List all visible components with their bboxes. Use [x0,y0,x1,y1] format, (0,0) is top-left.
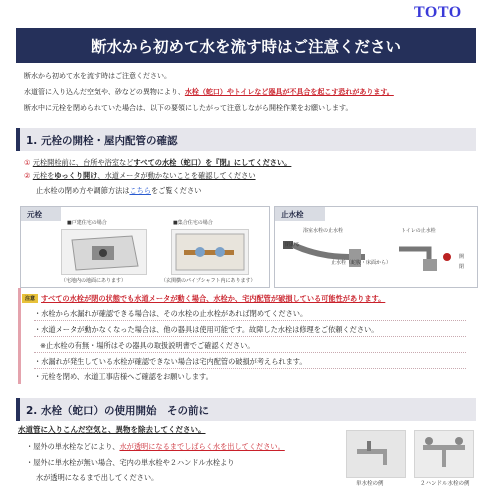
main-valve-panel [20,206,270,288]
house-label: ■戸建住宅の場合 [67,220,107,226]
warning-subnote: ※止水栓の有無・場所はその器具の取扱説明書でご確認ください。 [40,341,255,350]
divider [34,320,466,321]
valve-guide-line [36,186,201,195]
step-2-text-pre: 元栓を [32,171,55,180]
section-2-note: 水道管に入りこんだ空気と、異物を除去してください。 [18,425,206,434]
warning-headline: すべての水栓が閉の状態でも水道メータが動く場合、水栓か、宅内配管が破損している可能性があります。 [41,294,386,303]
section-2-title: 2. 水栓（蛇口）の使用開始 その前に [26,405,209,417]
toilet-valve-label: トイレの止水栓 [401,228,436,234]
warning-item: ・元栓を閉め、水道工事店様へご確認をお願いします。 [34,372,213,381]
section-1-header [16,128,476,151]
divider [34,352,466,353]
valve-guide-text-post: をご覧ください [151,186,202,195]
warning-item: ・水道メータが動かなくなった場合は、他の器具は使用可能です。故障した水栓は修理をご依頼ください。 [34,325,379,334]
warning-headline-row [22,294,472,304]
intro-line-2-text: 水道管に入り込んだ空気や、砂などの異物により、 [24,88,185,96]
step-1-emphasis: すべての水栓（蛇口）を『閉』にしてください。 [133,158,292,167]
section-1-title: 1. 元栓の開栓・屋内配管の確認 [26,135,178,147]
section-2-bullet-2: ・屋外に単水栓が無い場合、宅内の単水栓や２ハンドル水栓より [26,458,235,467]
open-label: 開 [459,254,465,260]
apartment-label: ■集合住宅の場合 [173,220,213,226]
intro-line-2 [24,88,394,97]
bullet-1-emphasis: 水が透明になるまでしばらく水を出してください。 [119,442,285,451]
intro-line-3: 断水中に元栓を閉められていた場合は、以下の要領にしたがって注意しながら開栓作業をお願いします。 [24,104,353,112]
warning-tag: 注意 [22,294,38,303]
two-handle-faucet-photo [414,430,474,478]
step-2 [24,171,256,180]
apartment-valve-illustration [172,230,248,274]
step-1-text: 元栓開栓前に、台所や浴室など [32,158,134,167]
section-1-stripe [16,128,20,151]
divider [34,336,466,337]
valve-guide-link[interactable]: こちら [129,186,152,195]
bath-valve-label: 浴室水栓の止水栓 [303,228,344,234]
section-2-header [16,398,476,421]
bullet-1-text: ・屋外の単水栓などにより、 [26,442,120,451]
two-handle-faucet-caption: ２ハンドル水栓の例 [420,481,470,487]
step-2-text-post: 、水道メータが動かないことを確認してください [97,171,256,180]
section-2-bullet-3: 水が透明になるまで出してください。 [36,473,159,482]
apartment-valve-photo [171,229,249,275]
house-caption: （宅地内の地面にあります） [61,278,127,284]
two-handle-faucet-illustration [415,431,473,477]
house-valve-photo [61,229,147,275]
toto-logo: TOTO [414,4,462,21]
close-label: 閉める [285,242,301,248]
apartment-caption: （玄関横のパイプシャフト内にあります） [161,278,256,284]
intro-line-1: 断水から初めて水を流す時はご注意ください。 [24,72,171,80]
valve-guide-text: 止水栓の閉め方や調節方法は [36,186,130,195]
page-title: 断水から初めて水を流す時はご注意ください [90,37,401,56]
step-2-number: ② [24,171,31,180]
step-1 [24,158,291,167]
single-faucet-photo [346,430,406,478]
warning-item: ・水栓から水漏れが確認できる場合は、その水栓の止水栓があれば閉めてください。 [34,309,308,318]
shut-label: 閉 [459,264,465,270]
section-2-bullet-1 [26,442,285,451]
stop-valve-panel [274,206,478,288]
stop-valve-panel-title: 止水栓 [275,207,325,221]
page-banner [16,28,476,63]
divider [34,368,466,369]
single-faucet-caption: 単水栓の例 [356,481,384,487]
intro-line-2-warning: 水栓（蛇口）やトイレなど器具が不具合を起こす恐れがあります。 [184,88,394,96]
main-valve-panel-title: 元栓 [21,207,61,221]
section-2-stripe [16,398,20,421]
warning-item: ・水漏れが発生している水栓が確認できない場合は宅内配管の破損が考えられます。 [34,357,307,366]
valve-label: 止水栓（蛇腹・床面から） [331,260,392,266]
house-valve-illustration [62,230,146,274]
step-1-number: ① [24,158,31,167]
step-2-emphasis: ゆっくり開け [54,171,98,180]
single-faucet-illustration [347,431,405,477]
